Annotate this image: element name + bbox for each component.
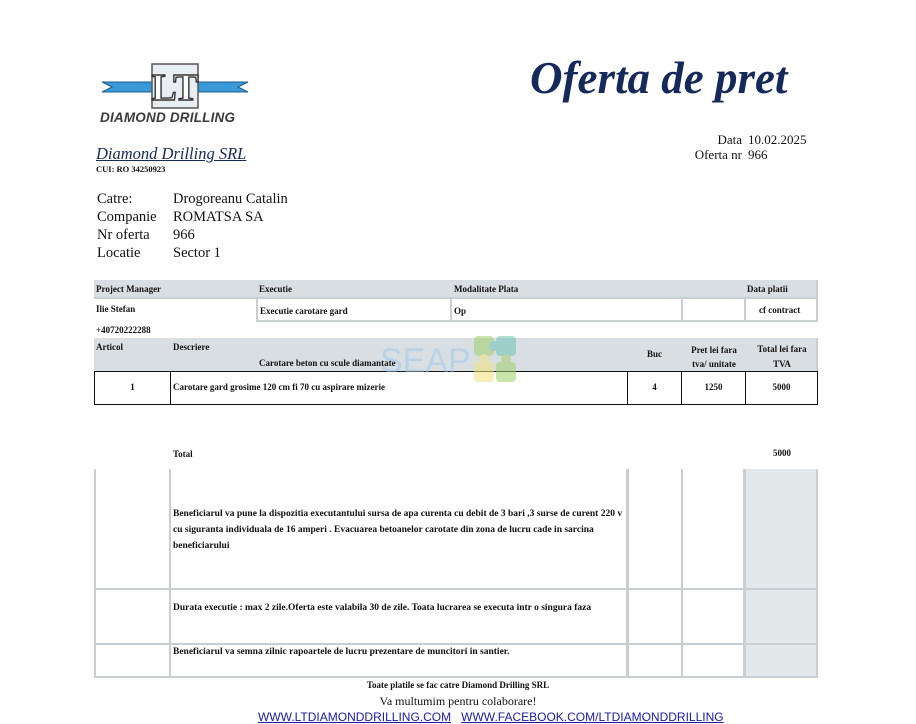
payment-date-value: cf contract <box>759 305 801 315</box>
note-text: Beneficiarul va semna zilnic rapoartele de lucru prezentare de muncitori in santier. <box>173 647 510 657</box>
divider <box>256 320 818 322</box>
item-description: Carotare gard grosime 120 cm fi 70 cu aspirare mizerie <box>173 382 386 392</box>
footer-links <box>258 710 724 724</box>
divider <box>94 676 818 678</box>
divider <box>94 469 96 677</box>
divider <box>94 297 818 299</box>
client-value: Drogoreanu Catalin <box>173 191 288 207</box>
note-text: Durata executie : max 2 zile.Oferta este valabila 30 de zile. Toata lucrarea se executa intr o singura faza <box>173 603 592 613</box>
item-unit-price: 1250 <box>704 382 723 392</box>
item-article: 1 <box>130 382 135 392</box>
company-cui: CUI: RO 34250923 <box>96 164 166 174</box>
total-column-shade <box>745 469 817 677</box>
row-border <box>94 404 818 405</box>
header-subheader: Carotare beton cu scule diamantate <box>259 358 396 368</box>
divider <box>681 469 683 677</box>
note-text: Beneficiarul va pune la dispozitia executantului sursa de apa curenta cu debit de 3 bari ,3 surse de curent 220 v cu siguranta individuala de 16 amperi . Evacuarea betoanelor carotate din zona de lucru cade in sarcina beneficiarului <box>173 509 623 551</box>
phone-number: +40720222288 <box>96 325 151 335</box>
client-label: Companie <box>97 209 157 225</box>
header-description: Descriere <box>173 342 210 352</box>
header-payment-method: Modalitate Plata <box>454 284 519 294</box>
thanks-note: Va multumim pentru colaborare! <box>379 694 537 708</box>
client-value: ROMATSA SA <box>173 209 264 225</box>
date-value: 10.02.2025 <box>748 132 807 147</box>
page-title: Oferta de pret <box>530 53 788 103</box>
seap-watermark <box>380 332 540 390</box>
header-total: Total lei fara TVA <box>757 344 807 369</box>
header-unit-price: Pret lei fara tva/ unitate <box>691 345 737 369</box>
client-label: Nr oferta <box>97 227 150 243</box>
logo-letters: LT <box>151 67 199 109</box>
date-label: Data <box>717 132 742 147</box>
payment-note: Toate platile se fac catre Diamond Drilling SRL <box>366 680 550 690</box>
divider <box>744 297 746 322</box>
watermark-text: SEAP <box>380 342 471 380</box>
header-article: Articol <box>96 342 123 352</box>
divider <box>256 297 258 322</box>
client-details <box>97 190 288 262</box>
payment-method-value: Op <box>454 306 467 316</box>
item-total: 5000 <box>772 382 791 392</box>
header-payment-date: Data platii <box>747 284 788 294</box>
offer-number-value: 966 <box>748 147 768 162</box>
divider <box>626 469 629 677</box>
logo-text: DIAMOND DRILLING <box>100 110 236 125</box>
project-manager-value: Ilie Stefan <box>96 304 136 314</box>
divider <box>743 469 746 677</box>
website-link[interactable]: WWW.LTDIAMONDDRILLING.COM <box>258 710 452 724</box>
row-border <box>817 371 818 405</box>
company-name: Diamond Drilling SRL <box>96 144 247 163</box>
divider <box>816 469 818 677</box>
executie-value: Executie carotare gard <box>260 306 348 316</box>
offer-meta <box>680 132 818 162</box>
offer-number-label: Oferta nr <box>694 147 742 162</box>
divider <box>450 297 452 322</box>
divider <box>94 643 818 645</box>
header-executie: Executie <box>259 284 292 294</box>
header-qty: Buc <box>647 349 663 359</box>
client-value: 966 <box>173 227 195 243</box>
divider <box>94 588 818 590</box>
item-qty: 4 <box>652 382 657 392</box>
facebook-link[interactable]: WWW.FACEBOOK.COM/LTDIAMONDDRILLING <box>461 710 724 724</box>
divider <box>816 338 818 371</box>
divider <box>681 297 683 322</box>
header-project-manager: Project Manager <box>96 284 162 294</box>
divider <box>169 469 171 677</box>
client-label: Locatie <box>97 245 141 261</box>
total-label: Total <box>173 449 193 459</box>
divider <box>816 280 818 322</box>
total-value: 5000 <box>773 448 791 458</box>
row-border <box>170 371 171 405</box>
client-label: Catre: <box>97 191 133 207</box>
client-value: Sector 1 <box>173 245 221 261</box>
